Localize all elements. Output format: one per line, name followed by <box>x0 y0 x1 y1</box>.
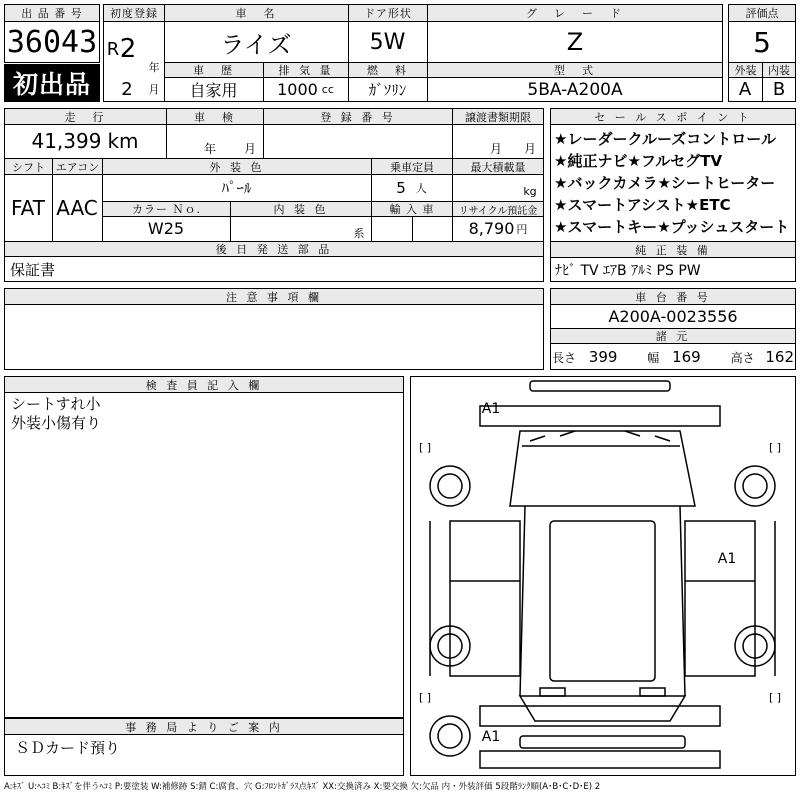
divider <box>412 216 413 241</box>
dims-label: 諸 元 <box>550 328 796 344</box>
chassis-label: 車 台 番 号 <box>550 288 796 305</box>
divider <box>230 216 231 241</box>
lot-number: 36043 <box>6 24 98 60</box>
inspection-month-unit: 月 <box>243 141 256 156</box>
bracket-mark: [ ] <box>768 690 782 704</box>
capacity <box>371 174 452 201</box>
ac-label: エアコン <box>52 158 103 175</box>
office-box <box>4 734 404 776</box>
import-label: 輸 入 車 <box>371 201 453 217</box>
notes-box <box>4 304 544 370</box>
score: 5 <box>753 25 771 59</box>
office-note: ＳＤカード預り <box>15 739 121 757</box>
score-label: 評価点 <box>728 4 796 22</box>
displacement-label: 排 気 量 <box>263 62 349 78</box>
reg-year: 2 <box>119 34 137 64</box>
door-type: 5W <box>369 29 406 55</box>
divider <box>452 124 453 158</box>
capacity-value: 5 <box>396 178 406 197</box>
history-label: 車 歴 <box>164 62 264 78</box>
capacity-label: 乗車定員 <box>371 158 453 175</box>
later-parts: 保証書 <box>10 260 56 279</box>
displacement-value: 1000 <box>277 80 318 99</box>
transfer-month-unit: 月 <box>489 141 502 156</box>
first-reg-box <box>103 21 165 102</box>
color-no-label: カラー Ｎｏ. <box>102 201 231 217</box>
bracket-mark: [ ] <box>418 440 432 454</box>
height-label: 高さ <box>730 351 755 365</box>
recycle-value: 8,790 <box>468 219 515 238</box>
inspector-note: 外装小傷有り <box>11 414 102 432</box>
height <box>731 348 794 366</box>
length-label: 長さ <box>552 351 577 365</box>
inspection-label: 車 検 <box>166 108 264 125</box>
bracket-mark: [ ] <box>768 440 782 454</box>
damage-mark-side: A1 <box>717 551 737 567</box>
grade-label: グ レ ー ド <box>427 4 723 22</box>
ext-grade: A <box>738 79 752 100</box>
office-label: 事 務 局 よ り ご 案 内 <box>4 718 404 735</box>
recycle-fee <box>452 216 544 241</box>
lot-number-box <box>4 21 100 63</box>
color-number: W25 <box>147 219 185 238</box>
era: R <box>106 38 120 60</box>
bracket-mark: [ ] <box>418 690 432 704</box>
capacity-unit: 人 <box>415 181 427 195</box>
length <box>552 348 617 366</box>
divider <box>166 124 167 158</box>
exterior-color: ﾊﾟｰﾙ <box>221 179 252 197</box>
genuine-label: 純 正 装 備 <box>550 241 796 258</box>
inspector-box <box>4 392 404 718</box>
mileage-value: 41,399 <box>31 129 102 153</box>
shift: FAT <box>10 195 45 220</box>
int-grade-label: 内装 <box>762 62 796 78</box>
sales-point: ★バックカメラ★シートヒーター <box>554 174 776 192</box>
load-unit: kg <box>523 184 537 198</box>
notes-label: 注 意 事 項 欄 <box>4 288 544 305</box>
transfer-day-unit: 月 <box>523 141 536 156</box>
reg-month: 2 <box>121 78 133 100</box>
height-value: 162 <box>765 348 794 366</box>
inspection-year-unit: 年 <box>203 141 216 156</box>
year-unit: 年 <box>148 61 160 74</box>
lot-number-label: 出 品 番 号 <box>4 4 100 22</box>
interior-unit: 系 <box>353 227 365 240</box>
dimensions <box>552 345 794 369</box>
car-name-label: 車 名 <box>164 4 349 22</box>
divider <box>263 124 264 158</box>
ac: AAC <box>56 195 98 220</box>
inspector-label: 検 査 員 記 入 欄 <box>4 376 404 393</box>
inspector-note: シートすれ小 <box>11 395 101 413</box>
first-listing-badge: 初出品 <box>4 64 100 102</box>
sales-points-box <box>550 124 796 242</box>
displacement <box>263 77 348 102</box>
later-parts-label: 後 日 発 送 部 品 <box>4 241 544 257</box>
history: 自家用 <box>189 81 238 100</box>
legend: A:ｷｽﾞ U:ﾍｺﾐ B:ｷｽﾞを伴うﾍｺﾐ P:要塗装 W:補修跡 S:錆 C:腐食、穴 G:ﾌﾛﾝﾄｶﾞﾗｽ点ｷｽﾞ XX:交換済み X:要交換 欠:欠品 内・外装評価 5段階ﾗﾝｸ順(A･B･C･D･E) 2 <box>4 782 601 792</box>
displacement-unit: cc <box>321 83 334 96</box>
sales-point: ★スマートアシスト★ETC <box>554 196 731 214</box>
genuine-box <box>550 257 796 282</box>
load-label: 最大積載量 <box>452 158 544 175</box>
length-value: 399 <box>588 348 618 366</box>
model-code: 5BA-A200A <box>527 79 623 100</box>
interior-color-label: 内 装 色 <box>230 201 372 217</box>
car-diagram <box>410 376 796 776</box>
reg-number-label: 登 録 番 号 <box>263 108 453 125</box>
chassis-number: A200A-0023556 <box>608 307 738 326</box>
sales-points-label: セ ー ル ス ポ イ ン ト <box>550 108 796 125</box>
divider <box>371 216 372 241</box>
damage-mark-front: A1 <box>481 401 501 417</box>
fuel: ｶﾞｿﾘﾝ <box>368 81 407 99</box>
door-label: ドア形状 <box>348 4 428 22</box>
color-label: 外 装 色 <box>102 158 372 175</box>
model-label: 型 式 <box>427 62 723 78</box>
grade: Z <box>566 28 584 56</box>
width-value: 169 <box>672 348 701 366</box>
width <box>647 348 700 366</box>
shift-label: シフト <box>4 158 53 175</box>
sales-point: ★スマートキー★プッシュスタート <box>554 218 790 236</box>
int-grade: B <box>772 79 786 100</box>
width-label: 幅 <box>647 351 660 365</box>
damage-mark-rear: A1 <box>481 729 501 745</box>
genuine-equipment: ﾅﾋﾞ TV ｴｱB ｱﾙﾐ PS PW <box>555 262 701 279</box>
fuel-label: 燃 料 <box>348 62 428 78</box>
mileage <box>4 124 166 158</box>
recycle-label: リサイクル預託金 <box>452 201 544 217</box>
sales-point: ★レーダークルーズコントロール <box>554 130 776 148</box>
transfer-label: 譲渡書類期限 <box>452 108 544 125</box>
sales-point: ★純正ナビ★フルセグTV <box>554 152 723 170</box>
score-box <box>728 21 796 63</box>
mileage-label: 走 行 <box>4 108 167 125</box>
recycle-unit: 円 <box>516 222 528 236</box>
mileage-unit: km <box>107 129 139 153</box>
first-reg-label: 初度登録 <box>103 4 165 22</box>
month-unit: 月 <box>148 83 160 96</box>
car-name: ライズ <box>220 30 292 59</box>
ext-grade-label: 外装 <box>728 62 763 78</box>
